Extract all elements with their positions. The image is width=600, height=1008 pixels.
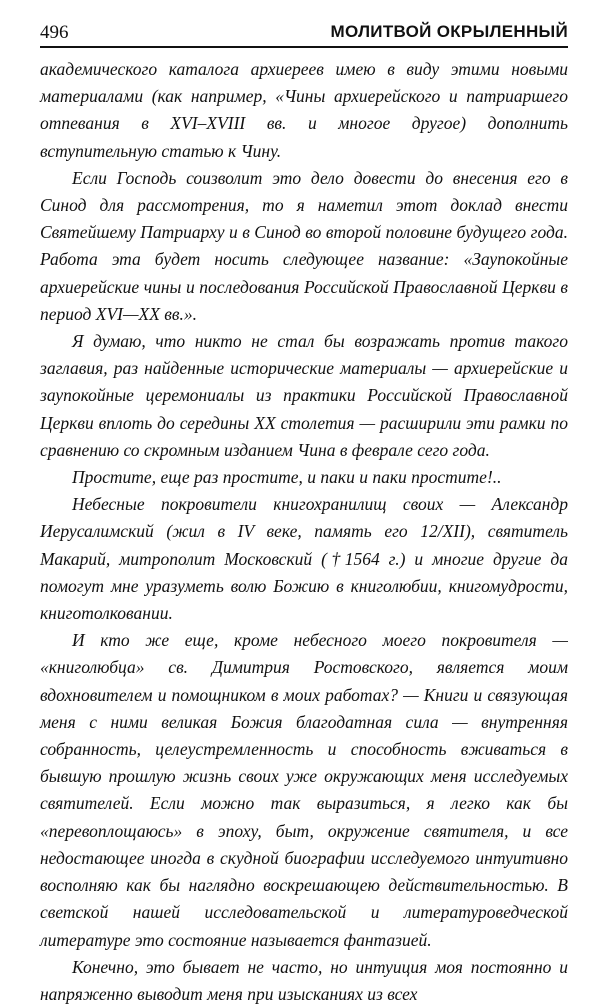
body-text [40, 56, 568, 1008]
page-number: 496 [40, 22, 69, 43]
paragraph: академического каталога архиереев имею в виду этими новыми материалами (как например, «Чины архиерейского и патриаршего отпевания в XVI–XVIII вв. и многое другое) дополнить вступительную статью к Чину. [40, 59, 568, 161]
running-title: МОЛИТВОЙ ОКРЫЛЕННЫЙ [330, 22, 568, 41]
paragraph: Если Господь соизволит это дело довести до внесения его в Синод для рассмотрения, то я наметил этот доклад внести Святейшему Патриарху и в Синод во второй половине будущего года. Работа эта будет носить следующее название: «Заупокойные архиерейские чины и последования Российской Православной Церкви в период XVI—XX вв.». [40, 167, 568, 324]
paragraph: Конечно, это бывает не часто, но интуиция моя постоянно и напряженно выводит меня при изысканиях из всех [40, 956, 568, 1004]
paragraph: Простите, еще раз простите, и паки и паки простите!.. [72, 467, 502, 488]
paragraph: Я думаю, что никто не стал бы возражать против такого заглавия, раз найденные исторические материалы — архиерейские и заупокойные церемониалы из практики Российской Православной Церкви вплоть до середины XX столетия — расширили эти рамки по сравнению со скромным изданием Чина в феврале сего года. [40, 331, 568, 460]
paragraph: И кто же еще, кроме небесного моего покровителя — «книголюбца» св. Димитрия Ростовского, является моим вдохновителем и помощником в моих работах? — Книги и связующая меня с ними великая Божия благодатная сила — внутренняя собранность, целеустремленность и способность вживаться в бывшую прошлую жизнь своих уже окружающих меня исследуемых святителей. Если можно так выразиться, я легко как бы «перевоплощаюсь» в эпоху, быт, окружение святителя, и все недостающее иногда в скудной биографии исследуемого интуитивно восполняю как бы наглядно воскрешающею действительностью. В светской нашей исследовательской и литературоведческой литературе это состояние называется фантазией. [40, 630, 568, 950]
page-header [40, 18, 568, 48]
paragraph: Небесные покровители книгохранилищ своих — Александр Иерусалимский (жил в IV веке, память его 12/XII), святитель Макарий, митрополит Московский (†1564 г.) и многие другие да помогут мне уразуметь волю Божию в книголюбии, книгомудрости, книготолковании. [40, 494, 568, 624]
